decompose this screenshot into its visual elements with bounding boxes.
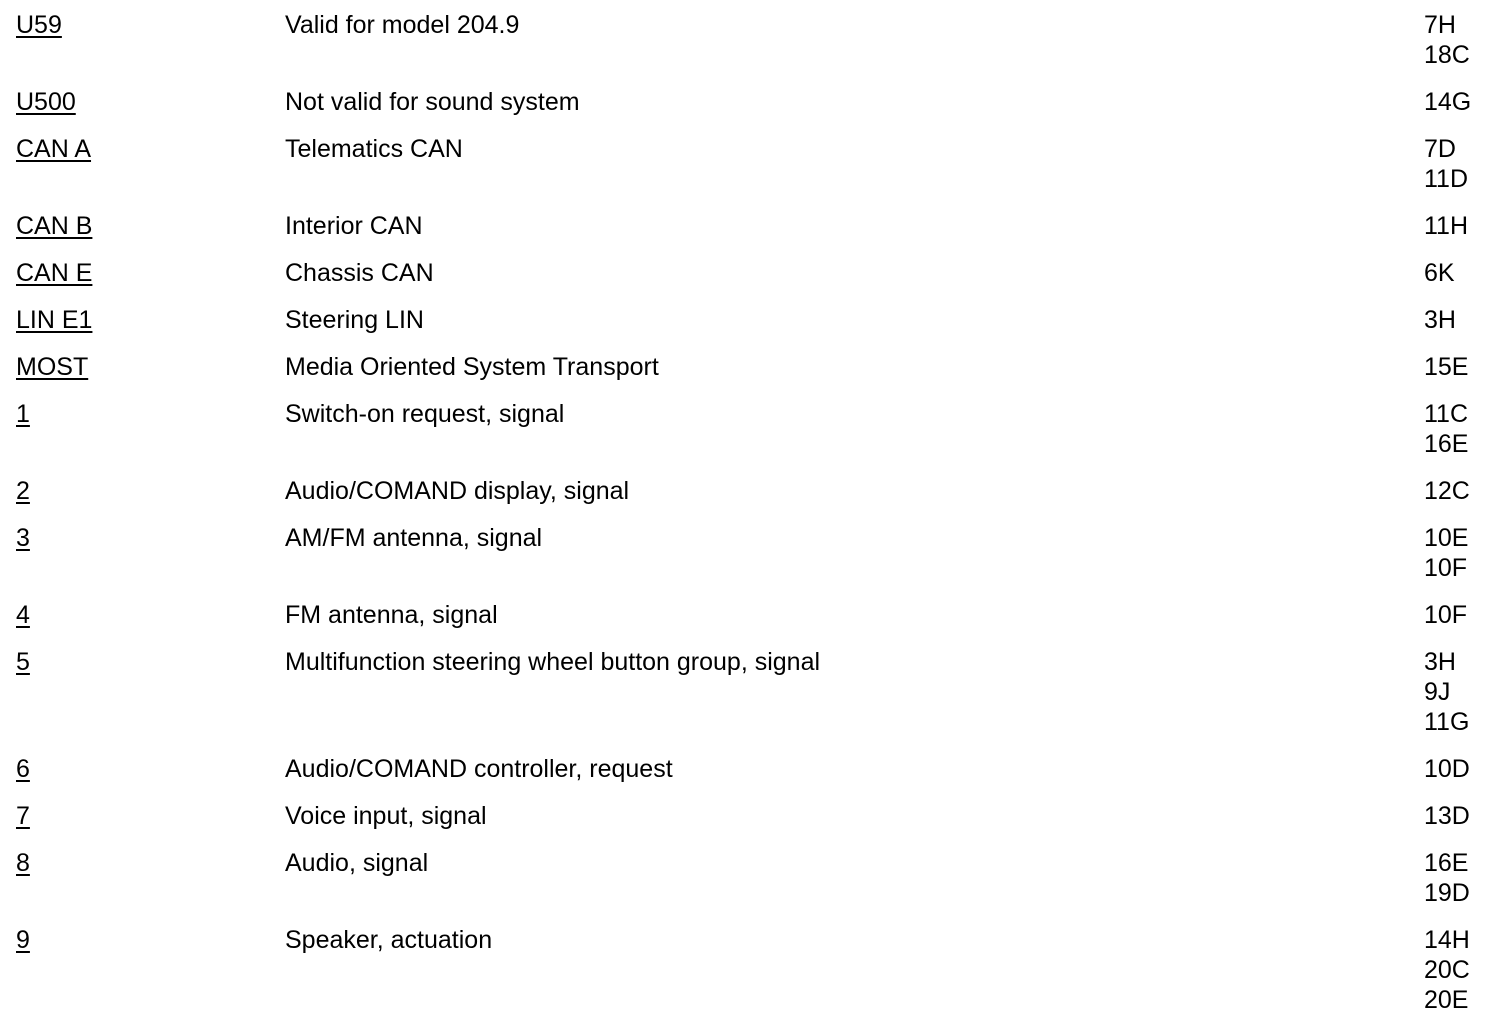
- legend-row: [0, 523, 1504, 600]
- grid-references: [1424, 754, 1470, 784]
- grid-reference: 15E: [1424, 353, 1469, 381]
- grid-reference: 20E: [1424, 986, 1469, 1014]
- grid-references: [1424, 925, 1470, 1015]
- legend-description: Steering LIN: [285, 306, 424, 334]
- grid-reference: 7H: [1424, 11, 1456, 39]
- legend-row: [0, 258, 1504, 305]
- legend-row: [0, 801, 1504, 848]
- grid-reference: 14G: [1424, 88, 1472, 116]
- legend-description: Switch-on request, signal: [285, 400, 565, 428]
- legend-code-link[interactable]: 1: [16, 400, 30, 428]
- legend-description: Interior CAN: [285, 212, 423, 240]
- legend-row: [0, 399, 1504, 476]
- grid-references: [1424, 848, 1470, 908]
- legend-code-link[interactable]: 6: [16, 755, 30, 783]
- legend-code-link[interactable]: U59: [16, 11, 62, 39]
- legend-row: [0, 925, 1504, 1032]
- legend-description: FM antenna, signal: [285, 601, 498, 629]
- legend-description: AM/FM antenna, signal: [285, 524, 543, 552]
- grid-references: [1424, 134, 1468, 194]
- grid-reference: 12C: [1424, 477, 1470, 505]
- legend-code-link[interactable]: MOST: [16, 353, 89, 381]
- legend-description: Audio, signal: [285, 849, 429, 877]
- grid-references: [1424, 87, 1471, 117]
- legend-description: Voice input, signal: [285, 802, 487, 830]
- legend-description: Audio/COMAND display, signal: [285, 477, 630, 505]
- legend-row: [0, 848, 1504, 925]
- grid-reference: 10F: [1424, 554, 1468, 582]
- legend-row: [0, 134, 1504, 211]
- grid-references: [1424, 352, 1468, 382]
- legend-code-link[interactable]: 2: [16, 477, 30, 505]
- grid-references: [1424, 305, 1456, 335]
- grid-references: [1424, 258, 1455, 288]
- legend-code-link[interactable]: 7: [16, 802, 30, 830]
- grid-references: [1424, 600, 1467, 630]
- grid-reference: 10F: [1424, 601, 1468, 629]
- grid-reference: 18C: [1424, 41, 1470, 69]
- legend-row: [0, 754, 1504, 801]
- grid-reference: 10D: [1424, 755, 1470, 783]
- grid-reference: 13D: [1424, 802, 1470, 830]
- legend-row: [0, 647, 1504, 754]
- grid-references: [1424, 399, 1468, 459]
- grid-reference: 20C: [1424, 956, 1470, 984]
- grid-references: [1424, 211, 1468, 241]
- legend-row: [0, 87, 1504, 134]
- legend-description: Valid for model 204.9: [285, 11, 520, 39]
- legend-description: Telematics CAN: [285, 135, 463, 163]
- legend-description: Chassis CAN: [285, 259, 434, 287]
- grid-reference: 14H: [1424, 926, 1470, 954]
- grid-reference: 7D: [1424, 135, 1456, 163]
- grid-references: [1424, 801, 1470, 831]
- legend-description: Multifunction steering wheel button group, signal: [285, 648, 821, 676]
- grid-reference: 3H: [1424, 306, 1456, 334]
- legend-row: [0, 352, 1504, 399]
- legend-description: Media Oriented System Transport: [285, 353, 659, 381]
- legend-code-link[interactable]: 5: [16, 648, 30, 676]
- grid-reference: 11G: [1424, 708, 1470, 736]
- legend-code-link[interactable]: 8: [16, 849, 30, 877]
- grid-reference: 19D: [1424, 879, 1470, 907]
- legend-description: Not valid for sound system: [285, 88, 580, 116]
- grid-reference: 11C: [1424, 400, 1469, 428]
- grid-references: [1424, 476, 1470, 506]
- grid-reference: 16E: [1424, 849, 1469, 877]
- grid-references: [1424, 647, 1469, 737]
- legend-code-link[interactable]: 3: [16, 524, 30, 552]
- grid-reference: 3H: [1424, 648, 1456, 676]
- legend-code-link[interactable]: 4: [16, 601, 30, 629]
- legend-row: [0, 10, 1504, 87]
- grid-reference: 9J: [1424, 678, 1451, 706]
- legend-row: [0, 476, 1504, 523]
- legend-description: Audio/COMAND controller, request: [285, 755, 673, 783]
- grid-references: [1424, 10, 1470, 70]
- grid-reference: 11H: [1424, 212, 1469, 240]
- legend-code-link[interactable]: CAN B: [16, 212, 93, 240]
- legend-code-link[interactable]: LIN E1: [16, 306, 93, 334]
- legend-description: Speaker, actuation: [285, 926, 493, 954]
- grid-reference: 6K: [1424, 259, 1455, 287]
- legend-code-link[interactable]: CAN A: [16, 135, 92, 163]
- legend-row: [0, 600, 1504, 647]
- grid-reference: 11D: [1424, 165, 1469, 193]
- legend-code-link[interactable]: U500: [16, 88, 76, 116]
- legend-code-link[interactable]: CAN E: [16, 259, 93, 287]
- legend-code-link[interactable]: 9: [16, 926, 30, 954]
- legend-row: [0, 305, 1504, 352]
- grid-references: [1424, 523, 1468, 583]
- legend-table: [0, 10, 1504, 1032]
- legend-row: [0, 211, 1504, 258]
- grid-reference: 16E: [1424, 430, 1469, 458]
- grid-reference: 10E: [1424, 524, 1469, 552]
